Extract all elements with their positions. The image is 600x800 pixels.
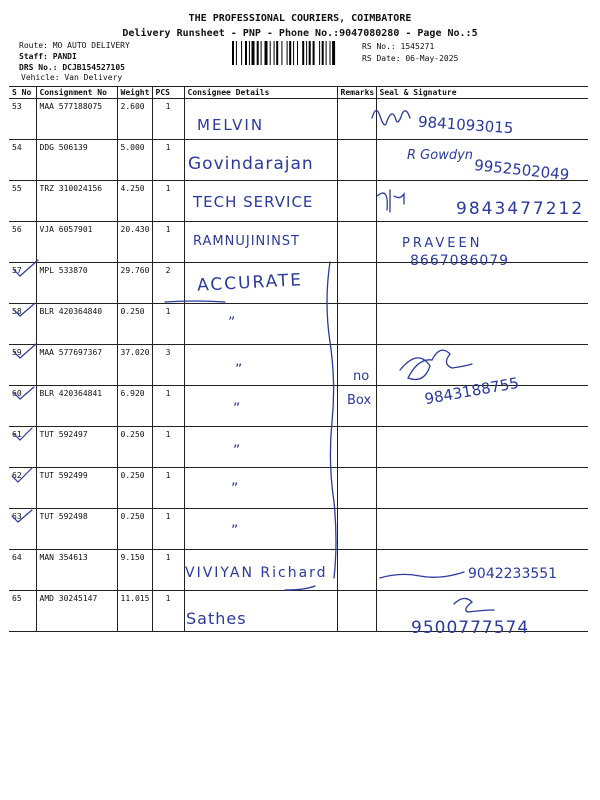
handwritten-phone: 9843188755 bbox=[423, 373, 521, 409]
weight-cell: 4.250 bbox=[117, 181, 152, 222]
drs-value: DCJB154527105 bbox=[62, 63, 125, 72]
pcs-cell: 1 bbox=[152, 591, 184, 632]
handwritten-phone: 8667086079 bbox=[410, 253, 510, 269]
consignment-cell: BLR 420364841 bbox=[36, 386, 117, 427]
handwritten-phone: 9843477212 bbox=[456, 199, 585, 219]
vehicle-label: Vehicle: bbox=[21, 73, 60, 82]
pcs-cell: 1 bbox=[152, 140, 184, 181]
drs-label: DRS No.: bbox=[19, 63, 58, 72]
handwritten-consignee: VIVIYAN Richard bbox=[185, 565, 328, 581]
sno-cell: 58 bbox=[9, 304, 36, 345]
weight-cell: 0.250 bbox=[117, 509, 152, 550]
sno-cell: 63 bbox=[9, 509, 36, 550]
col-signature: Seal & Signature bbox=[376, 87, 588, 99]
sno-cell: 57 bbox=[9, 263, 36, 304]
sno-cell: 56 bbox=[9, 222, 36, 263]
col-sno: S No bbox=[9, 87, 36, 99]
handwritten-consignee: RAMNUJININST bbox=[193, 234, 300, 249]
consignment-cell: TUT 592498 bbox=[36, 509, 117, 550]
route-value: MO AUTO DELIVERY bbox=[52, 41, 130, 50]
tick-mark bbox=[14, 260, 38, 276]
pcs-cell: 3 bbox=[152, 345, 184, 386]
pcs-cell: 2 bbox=[152, 263, 184, 304]
handwritten-signature-name: R Gowdyn bbox=[407, 148, 474, 163]
handwritten-consignee: TECH SERVICE bbox=[193, 193, 314, 211]
rs-no-label: RS No.: bbox=[362, 42, 396, 51]
sno-cell: 54 bbox=[9, 140, 36, 181]
handwritten-consignee: MELVIN bbox=[197, 116, 265, 134]
consignment-cell: TUT 592497 bbox=[36, 427, 117, 468]
pcs-cell: 1 bbox=[152, 468, 184, 509]
sno-cell: 53 bbox=[9, 99, 36, 140]
ditto-mark: ” bbox=[233, 401, 241, 417]
sno-cell: 64 bbox=[9, 550, 36, 591]
weight-cell: 0.250 bbox=[117, 468, 152, 509]
vehicle-value: Van Delivery bbox=[64, 73, 123, 82]
rs-no-value: 1545271 bbox=[400, 42, 435, 51]
handwritten-signature-name: PRAVEEN bbox=[402, 236, 483, 251]
pcs-cell: 1 bbox=[152, 222, 184, 263]
tick-mark bbox=[14, 387, 34, 399]
ditto-mark: ” bbox=[228, 315, 236, 331]
consignment-cell: VJA 6057901 bbox=[36, 222, 117, 263]
weight-cell: 5.000 bbox=[117, 140, 152, 181]
ditto-mark: ” bbox=[231, 523, 239, 539]
rs-date-value: 06-May-2025 bbox=[405, 54, 459, 63]
handwritten-phone: 9500777574 bbox=[411, 618, 530, 638]
consignment-cell: DDG 506139 bbox=[36, 140, 117, 181]
weight-cell: 0.250 bbox=[117, 427, 152, 468]
col-consignee: Consignee Details bbox=[184, 87, 337, 99]
weight-cell: 37.020 bbox=[117, 345, 152, 386]
staff-label: Staff: bbox=[19, 52, 48, 61]
pcs-cell: 1 bbox=[152, 304, 184, 345]
weight-cell: 20.430 bbox=[117, 222, 152, 263]
tick-mark bbox=[12, 468, 32, 482]
rs-date-label: RS Date: bbox=[362, 54, 401, 63]
weight-cell: 11.015 bbox=[117, 591, 152, 632]
handwritten-phone: 9042233551 bbox=[468, 566, 558, 582]
consignment-cell: MAA 577188075 bbox=[36, 99, 117, 140]
company-title: THE PROFESSIONAL COURIERS, COIMBATORE bbox=[188, 13, 412, 24]
ditto-mark: ” bbox=[231, 481, 239, 497]
ditto-mark: ” bbox=[235, 362, 243, 378]
pcs-cell: 1 bbox=[152, 509, 184, 550]
col-pcs: PCS bbox=[152, 87, 184, 99]
handwritten-remarks: no bbox=[353, 369, 370, 384]
weight-cell: 6.920 bbox=[117, 386, 152, 427]
handwritten-phone: 9841093015 bbox=[417, 112, 514, 138]
handwritten-phone: 9952502049 bbox=[473, 156, 571, 184]
sno-cell: 59 bbox=[9, 345, 36, 386]
consignment-cell: TRZ 310024156 bbox=[36, 181, 117, 222]
route-label: Route: bbox=[19, 41, 48, 50]
sno-cell: 62 bbox=[9, 468, 36, 509]
consignment-cell: MPL 533870 bbox=[36, 263, 117, 304]
handwritten-consignee: Govindarajan bbox=[188, 154, 314, 174]
sno-cell: 60 bbox=[9, 386, 36, 427]
col-weight: Weight bbox=[117, 87, 152, 99]
col-remarks: Remarks bbox=[337, 87, 376, 99]
weight-cell: 0.250 bbox=[117, 304, 152, 345]
tick-mark bbox=[14, 304, 34, 316]
consignment-cell: MAN 354613 bbox=[36, 550, 117, 591]
tick-mark bbox=[14, 344, 36, 358]
handwritten-remarks: Box bbox=[347, 393, 372, 408]
sno-cell: 55 bbox=[9, 181, 36, 222]
consignment-cell: TUT 592499 bbox=[36, 468, 117, 509]
consignment-cell: BLR 420364840 bbox=[36, 304, 117, 345]
weight-cell: 9.150 bbox=[117, 550, 152, 591]
runsheet-subtitle: Delivery Runsheet - PNP - Phone No.:9047080280 - Page No.:5 bbox=[122, 28, 478, 39]
consignment-cell: AMD 30245147 bbox=[36, 591, 117, 632]
pcs-cell: 1 bbox=[152, 427, 184, 468]
sno-cell: 61 bbox=[9, 427, 36, 468]
handwritten-consignee: Sathes bbox=[186, 609, 247, 628]
consignment-cell: MAA 577697367 bbox=[36, 345, 117, 386]
pcs-cell: 1 bbox=[152, 181, 184, 222]
tick-mark bbox=[12, 510, 32, 522]
staff-value: PANDI bbox=[52, 52, 77, 61]
pcs-cell: 1 bbox=[152, 386, 184, 427]
tick-mark bbox=[14, 428, 32, 440]
weight-cell: 2.600 bbox=[117, 99, 152, 140]
col-consignment: Consignment No bbox=[36, 87, 117, 99]
handwritten-consignee: ACCURATE bbox=[196, 270, 304, 296]
pcs-cell: 1 bbox=[152, 99, 184, 140]
pcs-cell: 1 bbox=[152, 550, 184, 591]
weight-cell: 29.760 bbox=[117, 263, 152, 304]
sno-cell: 65 bbox=[9, 591, 36, 632]
ditto-mark: ” bbox=[233, 443, 241, 459]
